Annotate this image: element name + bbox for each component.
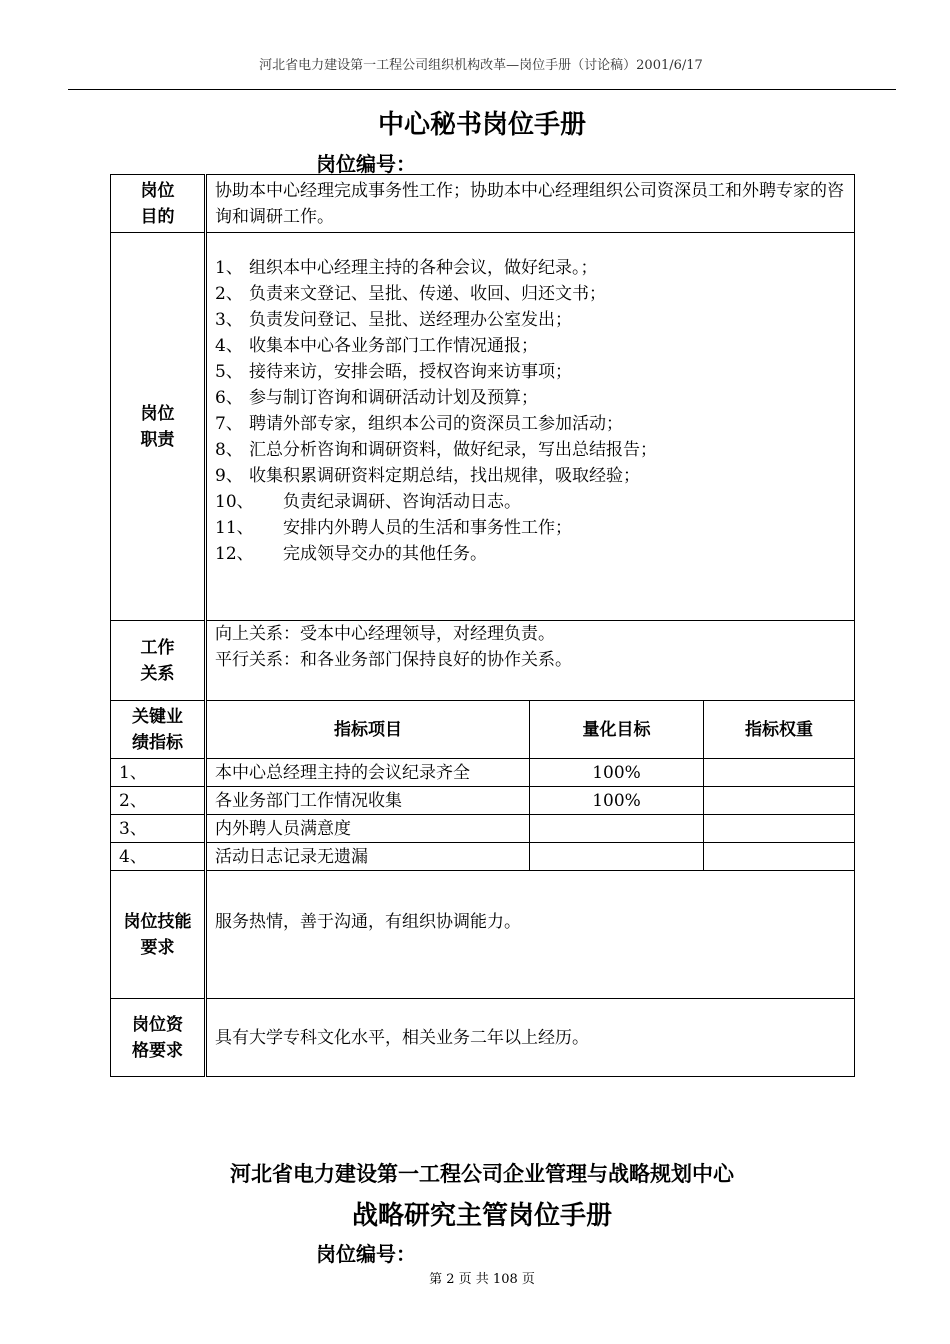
qualification-row xyxy=(111,999,855,1077)
duty-item: 1、 组织本中心经理主持的各种会议，做好纪录。； xyxy=(215,258,598,278)
kpi-weight xyxy=(704,843,855,871)
kpi-num: 3、 xyxy=(111,815,206,843)
kpi-num: 1、 xyxy=(111,759,206,787)
relation-parallel: 平行关系：和各业务部门保持良好的协作关系。 xyxy=(215,650,572,670)
post-code-label: 岗位编号： xyxy=(316,152,416,176)
duty-item: 5、 接待来访，安排会晤，授权咨询来访事项； xyxy=(215,362,572,382)
relations-label: 工作 关系 xyxy=(111,621,206,701)
duties-list xyxy=(215,255,846,567)
table-row xyxy=(111,759,855,787)
kpi-weight xyxy=(704,815,855,843)
kpi-target: 100% xyxy=(530,787,704,815)
skills-row xyxy=(111,871,855,999)
kpi-header-row xyxy=(111,701,855,759)
kpi-header-weight: 指标权重 xyxy=(704,701,855,759)
next-section-org: 河北省电力建设第一工程公司企业管理与战略规划中心 xyxy=(230,1162,734,1186)
kpi-header-target: 量化目标 xyxy=(530,701,704,759)
kpi-item: 内外聘人员满意度 xyxy=(206,815,530,843)
kpi-weight xyxy=(704,759,855,787)
qualification-text: 具有大学专科文化水平，相关业务二年以上经历。 xyxy=(206,999,855,1077)
kpi-item: 本中心总经理主持的会议纪录齐全 xyxy=(206,759,530,787)
relations-row xyxy=(111,621,855,701)
running-header: 河北省电力建设第一工程公司组织机构改革—岗位手册（讨论稿）2001/6/17 xyxy=(259,58,703,73)
duty-item: 7、 聘请外部专家，组织本公司的资深员工参加活动； xyxy=(215,414,623,434)
header-rule xyxy=(68,89,896,90)
skills-label: 岗位技能 要求 xyxy=(111,871,206,999)
duty-item: 3、 负责发问登记、呈批、送经理办公室发出； xyxy=(215,310,572,330)
skills-text: 服务热情，善于沟通，有组织协调能力。 xyxy=(206,871,855,999)
kpi-num: 4、 xyxy=(111,843,206,871)
duty-item: 9、 收集积累调研资料定期总结，找出规律，吸取经验； xyxy=(215,466,640,486)
kpi-target xyxy=(530,815,704,843)
kpi-num: 2、 xyxy=(111,787,206,815)
purpose-label: 岗位 目的 xyxy=(111,175,206,233)
duty-item: 8、 汇总分析咨询和调研资料，做好纪录，写出总结报告； xyxy=(215,440,657,460)
kpi-header-item: 指标项目 xyxy=(206,701,530,759)
table-row xyxy=(111,787,855,815)
purpose-row xyxy=(111,175,855,233)
page-title: 中心秘书岗位手册 xyxy=(377,110,586,140)
kpi-target xyxy=(530,843,704,871)
duties-cell xyxy=(206,233,855,621)
kpi-weight xyxy=(704,787,855,815)
kpi-item: 各业务部门工作情况收集 xyxy=(206,787,530,815)
qualification-label: 岗位资 格要求 xyxy=(111,999,206,1077)
next-section-title: 战略研究主管岗位手册 xyxy=(351,1201,612,1231)
relations-cell xyxy=(206,621,855,701)
kpi-target: 100% xyxy=(530,759,704,787)
duty-item: 6、 参与制订咨询和调研活动计划及预算； xyxy=(215,388,538,408)
duty-item: 2、 负责来文登记、呈批、传递、收回、归还文书； xyxy=(215,284,606,304)
duty-item: 4、 收集本中心各业务部门工作情况通报； xyxy=(215,336,538,356)
duty-item: 12、 完成领导交办的其他任务。 xyxy=(215,544,487,564)
next-section-post-code-label: 岗位编号： xyxy=(316,1242,416,1266)
table-row xyxy=(111,843,855,871)
page-number: 第 2 页 共 108 页 xyxy=(429,1272,535,1287)
kpi-item: 活动日志记录无遗漏 xyxy=(206,843,530,871)
post-manual-table xyxy=(110,174,855,1077)
duty-item: 10、 负责纪录调研、咨询活动日志。 xyxy=(215,492,521,512)
relation-upward: 向上关系：受本中心经理领导，对经理负责。 xyxy=(215,624,555,644)
purpose-text: 协助本中心经理完成事务性工作；协助本中心经理组织公司资深员工和外聘专家的咨询和调研工作。 xyxy=(206,175,855,233)
duty-item: 11、 安排内外聘人员的生活和事务性工作； xyxy=(215,518,572,538)
duties-row xyxy=(111,233,855,621)
kpi-label: 关键业 绩指标 xyxy=(111,701,206,759)
duties-label: 岗位 职责 xyxy=(111,233,206,621)
table-row xyxy=(111,815,855,843)
